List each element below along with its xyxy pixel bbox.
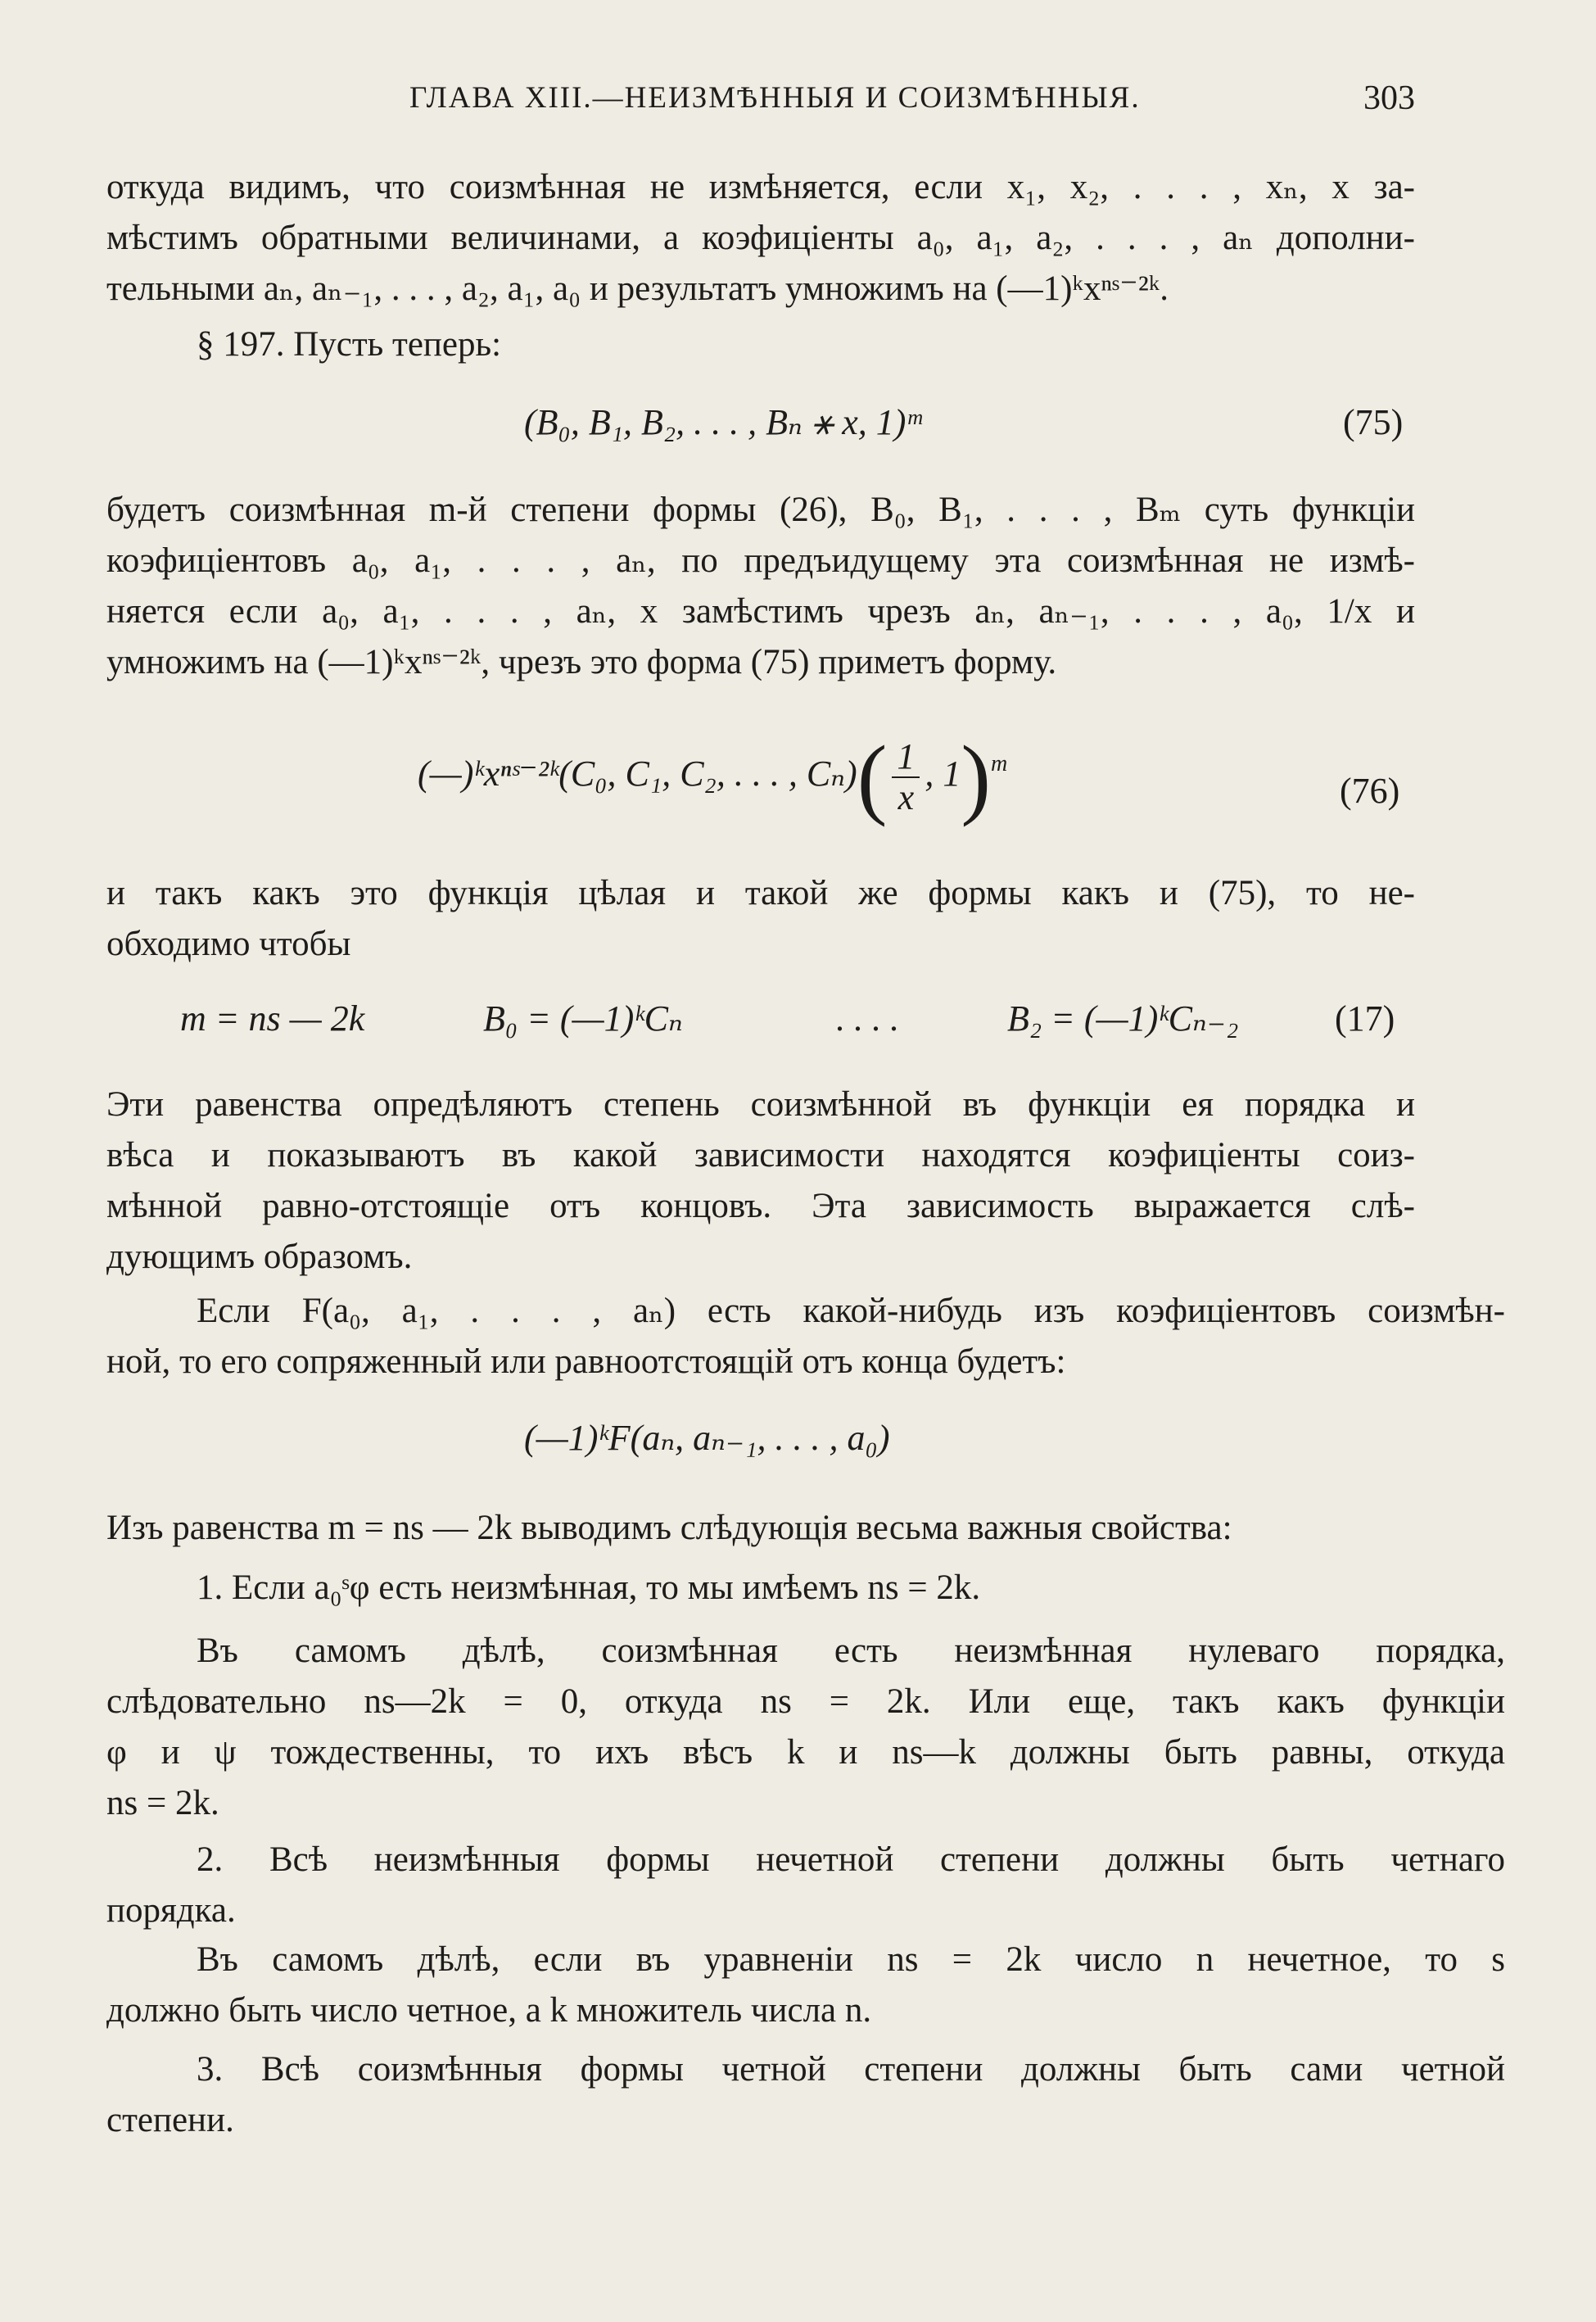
equation-76-suffix: , 1: [925, 754, 961, 794]
text-line: вѣса и показываютъ въ какой зависимости находятся коэфиціенты соиз-: [106, 1136, 1415, 1175]
text-line: коэфиціентовъ a₀, a₁, . . . , aₙ, по предъидущему эта соизмѣнная не измѣ-: [106, 541, 1415, 580]
text-line: Въ самомъ дѣлѣ, соизмѣнная есть неизмѣнная нулеваго порядка,: [197, 1632, 1505, 1670]
equation-17-part-d: B₂ = (—1)ᵏCₙ₋₂: [1007, 998, 1239, 1039]
fraction-denominator: x: [897, 777, 915, 817]
equation-75: (B₀, B₁, B₂, . . . , Bₙ ⚹ x, 1)ᵐ: [524, 402, 921, 442]
equation-17-part-b: B₀ = (—1)ᵏCₙ: [483, 998, 683, 1039]
text-line: Изъ равенства m = ns — 2k выводимъ слѣдующія весьма важныя свойства:: [106, 1509, 1232, 1547]
paragraph: [106, 1503, 1415, 1554]
text-line: мѣнной равно-отстоящіе отъ концовъ. Эта зависимость выражается слѣ-: [106, 1187, 1415, 1225]
section-heading: [106, 319, 1505, 370]
text-line: ns = 2k.: [106, 1784, 219, 1822]
text-line: должно быть число четное, а k множитель числа n.: [106, 1991, 872, 2030]
equation-17-part-a: m = ns — 2k: [180, 998, 365, 1039]
text-line: порядка.: [106, 1891, 236, 1930]
paragraph: [106, 162, 1415, 315]
text-line: дующимъ образомъ.: [106, 1238, 413, 1276]
paragraph: [106, 868, 1415, 970]
text-line: слѣдовательно ns—2k = 0, откуда ns = 2k. Или еще, такъ какъ функціи: [106, 1682, 1505, 1721]
text-line: § 197. Пусть теперь:: [197, 325, 502, 364]
equation-76: [418, 727, 1008, 827]
paragraph: [106, 485, 1415, 688]
text-line: и такъ какъ это функція цѣлая и такой же формы какъ и (75), то не-: [106, 874, 1415, 912]
text-line: няется если a₀, a₁, . . . , aₙ, x замѣстимъ чрезъ aₙ, aₙ₋₁, . . . , a₀, 1/x и: [106, 592, 1415, 631]
right-paren-icon: ): [961, 727, 991, 827]
text-line: степени.: [106, 2101, 234, 2139]
text-line: 1. Если a₀ˢφ есть неизмѣнная, то мы имѣемъ ns = 2k.: [197, 1568, 981, 1607]
text-line: будетъ соизмѣнная m-й степени формы (26), B₀, B₁, . . . , Bₘ суть функціи: [106, 491, 1415, 529]
equation-17-ellipsis: . . . .: [835, 998, 898, 1039]
paragraph: [106, 1935, 1505, 2036]
left-paren-icon: (: [857, 727, 888, 827]
equation-conjugate: (—1)ᵏF(aₙ, aₙ₋₁, . . . , a₀): [524, 1418, 890, 1458]
text-line: мѣстимъ обратными величинами, а коэфиціенты a₀, a₁, a₂, . . . , aₙ дополни-: [106, 219, 1415, 257]
text-line: ной, то его сопряженный или равноотстоящій отъ конца будетъ:: [106, 1342, 1066, 1381]
text-line: обходимо чтобы: [106, 925, 351, 963]
text-line: Если F(a₀, a₁, . . . , aₙ) есть какой-нибудь изъ коэфиціентовъ соизмѣн-: [197, 1292, 1505, 1330]
running-title: ГЛАВА XIII.—НЕИЗМѢННЫЯ И СОИЗМѢННЫЯ.: [409, 81, 1141, 115]
equation-number: (75): [1343, 402, 1404, 442]
paragraph: [106, 1080, 1415, 1283]
equation-76-exponent: m: [990, 751, 1008, 777]
text-line: Въ самомъ дѣлѣ, если въ уравненіи ns = 2k число n нечетное, то s: [197, 1940, 1506, 1979]
fraction: [892, 737, 920, 817]
text-line: тельными aₙ, aₙ₋₁, . . . , a₂, a₁, a₀ и результатъ умножимъ на (—1)ᵏxⁿˢ⁻²ᵏ.: [106, 269, 1169, 308]
paragraph: [106, 1286, 1505, 1387]
equation-76-prefix: (—)ᵏxⁿˢ⁻²ᵏ(C₀, C₁, C₂, . . . , Cₙ): [418, 754, 857, 794]
text-line: 3. Всѣ соизмѣнныя формы четной степени должны быть сами четной: [197, 2050, 1505, 2089]
text-line: откуда видимъ, что соизмѣнная не измѣняется, если x₁, x₂, . . . , xₙ, x за-: [106, 168, 1415, 206]
equation-number: (76): [1340, 771, 1400, 811]
page-number: 303: [1363, 79, 1415, 117]
text-line: φ и ψ тождественны, то ихъ вѣсъ k и ns—k должны быть равны, откуда: [106, 1733, 1505, 1772]
text-line: Эти равенства опредѣляютъ степень соизмѣнной въ функціи ея порядка и: [106, 1085, 1415, 1124]
property-2: [106, 1835, 1505, 1936]
equation-number: (17): [1335, 998, 1395, 1039]
text-line: 2. Всѣ неизмѣнныя формы нечетной степени должны быть четнаго: [197, 1840, 1505, 1879]
paragraph: [106, 1626, 1505, 1829]
property-1: [106, 1563, 1505, 1614]
text-line: умножимъ на (—1)ᵏxⁿˢ⁻²ᵏ, чрезъ это форма (75) приметъ форму.: [106, 643, 1057, 681]
property-3: [106, 2044, 1505, 2146]
fraction-numerator: 1: [892, 737, 920, 778]
